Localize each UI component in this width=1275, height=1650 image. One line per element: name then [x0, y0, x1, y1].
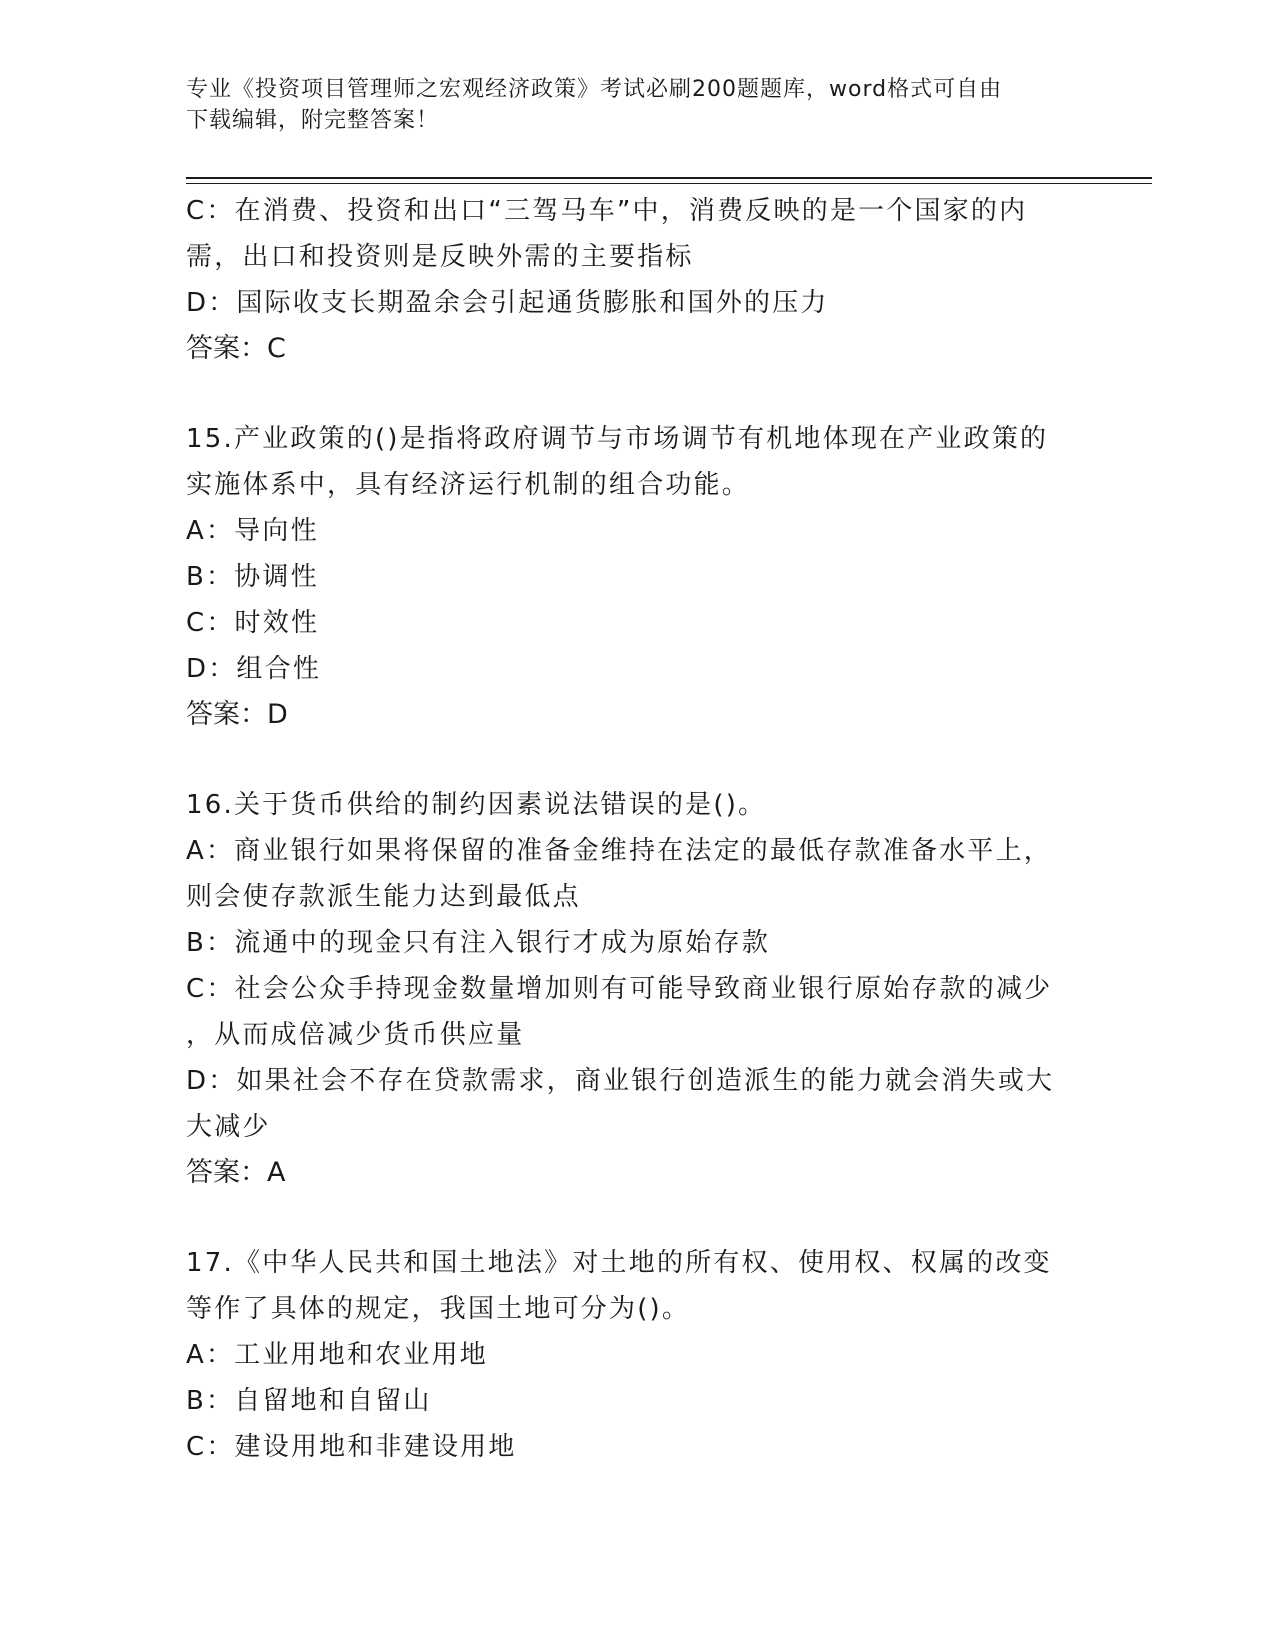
option-text-line: B：协调性	[186, 562, 319, 592]
question-body	[186, 188, 1086, 1470]
answer-line: 答案：C	[186, 333, 286, 364]
header-line-1: 专业《投资项目管理师之宏观经济政策》考试必刷200题题库，word格式可自由	[186, 77, 1003, 102]
option-text-line: A：导向性	[186, 516, 319, 546]
option-text-line: C：建设用地和非建设用地	[186, 1432, 517, 1462]
header-divider-thick	[186, 177, 1152, 179]
question-text-line: 实施体系中，具有经济运行机制的组合功能。	[186, 470, 751, 500]
option-text-line: D：如果社会不存在贷款需求，商业银行创造派生的能力就会消失或大	[186, 1066, 1055, 1096]
option-text-line: 需，出口和投资则是反映外需的主要指标	[186, 242, 694, 272]
section-gap	[186, 1196, 1086, 1240]
option-text-line: B：流通中的现金只有注入银行才成为原始存款	[186, 928, 771, 958]
option-text-line: 大减少	[186, 1112, 271, 1142]
question-text-line: 15.产业政策的()是指将政府调节与市场调节有机地体现在产业政策的	[186, 424, 1049, 454]
question-text-line: 16.关于货币供给的制约因素说法错误的是()。	[186, 790, 767, 820]
option-text-line: B：自留地和自留山	[186, 1386, 432, 1416]
document-header	[186, 74, 1066, 136]
option-text-line: ，从而成倍减少货币供应量	[186, 1020, 525, 1050]
answer-line: 答案：A	[186, 1157, 286, 1188]
header-divider-thin	[186, 183, 1152, 184]
option-text-line: C：社会公众手持现金数量增加则有可能导致商业银行原始存款的减少	[186, 974, 1053, 1004]
section-gap	[186, 738, 1086, 782]
option-text-line: D：组合性	[186, 654, 322, 684]
question-text-line: 等作了具体的规定，我国土地可分为()。	[186, 1294, 691, 1324]
question-text-line: 17.《中华人民共和国土地法》对土地的所有权、使用权、权属的改变	[186, 1248, 1052, 1278]
option-text-line: D：国际收支长期盈余会引起通货膨胀和国外的压力	[186, 288, 829, 318]
option-text-line: C：在消费、投资和出口“三驾马车”中，消费反映的是一个国家的内	[186, 196, 1028, 226]
answer-line: 答案：D	[186, 699, 288, 730]
section-gap	[186, 372, 1086, 416]
option-text-line: C：时效性	[186, 608, 320, 638]
option-text-line: 则会使存款派生能力达到最低点	[186, 882, 581, 912]
option-text-line: A：工业用地和农业用地	[186, 1340, 488, 1370]
header-line-2: 下载编辑，附完整答案！	[186, 108, 440, 133]
option-text-line: A：商业银行如果将保留的准备金维持在法定的最低存款准备水平上，	[186, 836, 1052, 866]
